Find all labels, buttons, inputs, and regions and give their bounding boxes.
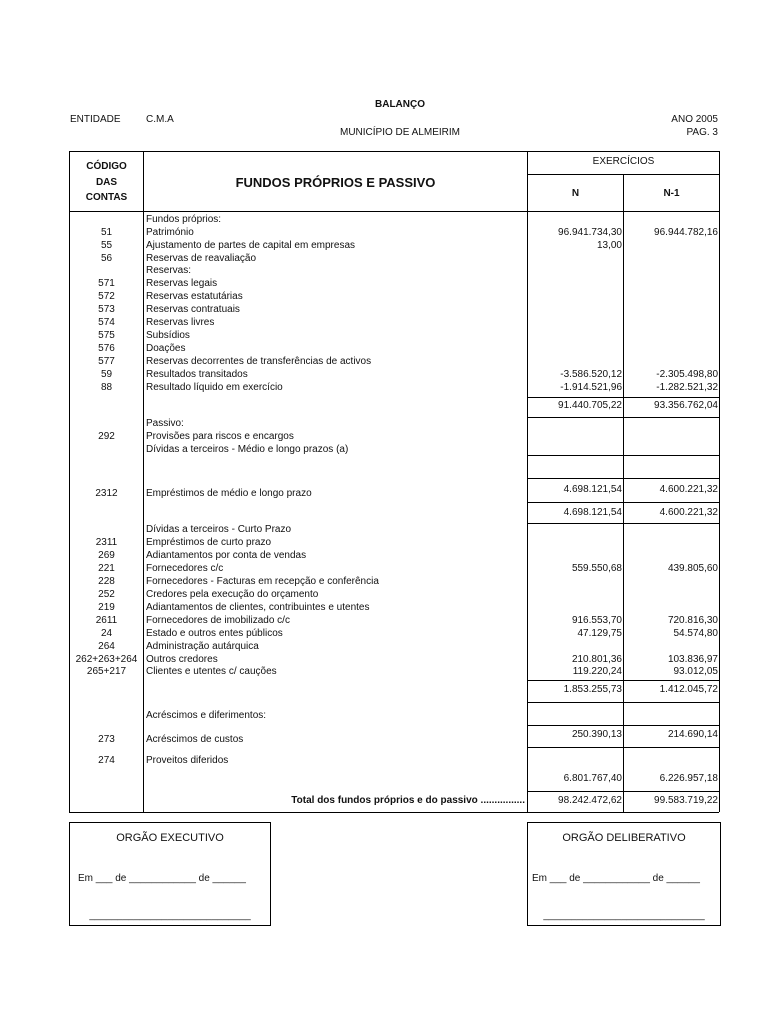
own-funds-heading: Fundos próprios: bbox=[146, 214, 222, 225]
accruals-heading: Acréscimos e diferimentos: bbox=[146, 710, 267, 721]
executive-date-line: Em ___ de ____________ de ______ bbox=[78, 873, 246, 884]
executive-body-title: ORGÃO EXECUTIVO bbox=[116, 832, 224, 844]
grand-total-label: Total dos fundos próprios e do passivo ................ bbox=[291, 795, 525, 806]
column-n-header: N bbox=[571, 188, 580, 199]
code-header-line3: CONTAS bbox=[85, 192, 128, 203]
entity-label: ENTIDADE bbox=[70, 114, 121, 125]
executive-body-box bbox=[69, 822, 271, 926]
deliberative-date-line: Em ___ de ____________ de ______ bbox=[532, 873, 700, 884]
entity-value: C.M.A bbox=[146, 114, 174, 125]
deliberative-body-title: ORGÃO DELIBERATIVO bbox=[562, 832, 686, 844]
code-header-line1: CÓDIGO bbox=[86, 161, 127, 172]
medium-long-debt-heading: Dívidas a terceiros - Médio e longo prazos (a) bbox=[146, 444, 349, 455]
document-title: BALANÇO bbox=[375, 99, 425, 110]
column-n1-header: N-1 bbox=[663, 188, 680, 199]
page-number: PAG. 3 bbox=[686, 127, 718, 138]
deliberative-body-box bbox=[527, 822, 721, 926]
exercises-header: EXERCÍCIOS bbox=[592, 156, 655, 167]
executive-signature-line: _____________________________ bbox=[89, 910, 251, 921]
code-header-line2: DAS bbox=[95, 177, 118, 188]
liabilities-heading: Passivo: bbox=[146, 418, 184, 429]
section-title: FUNDOS PRÓPRIOS E PASSIVO bbox=[235, 175, 436, 190]
municipality: MUNICÍPIO DE ALMEIRIM bbox=[339, 127, 460, 138]
reserves-heading: Reservas: bbox=[146, 265, 192, 276]
year-label: ANO 2005 bbox=[671, 114, 718, 125]
deliberative-signature-line: _____________________________ bbox=[543, 910, 705, 921]
short-term-debt-heading: Dívidas a terceiros - Curto Prazo bbox=[146, 524, 292, 535]
